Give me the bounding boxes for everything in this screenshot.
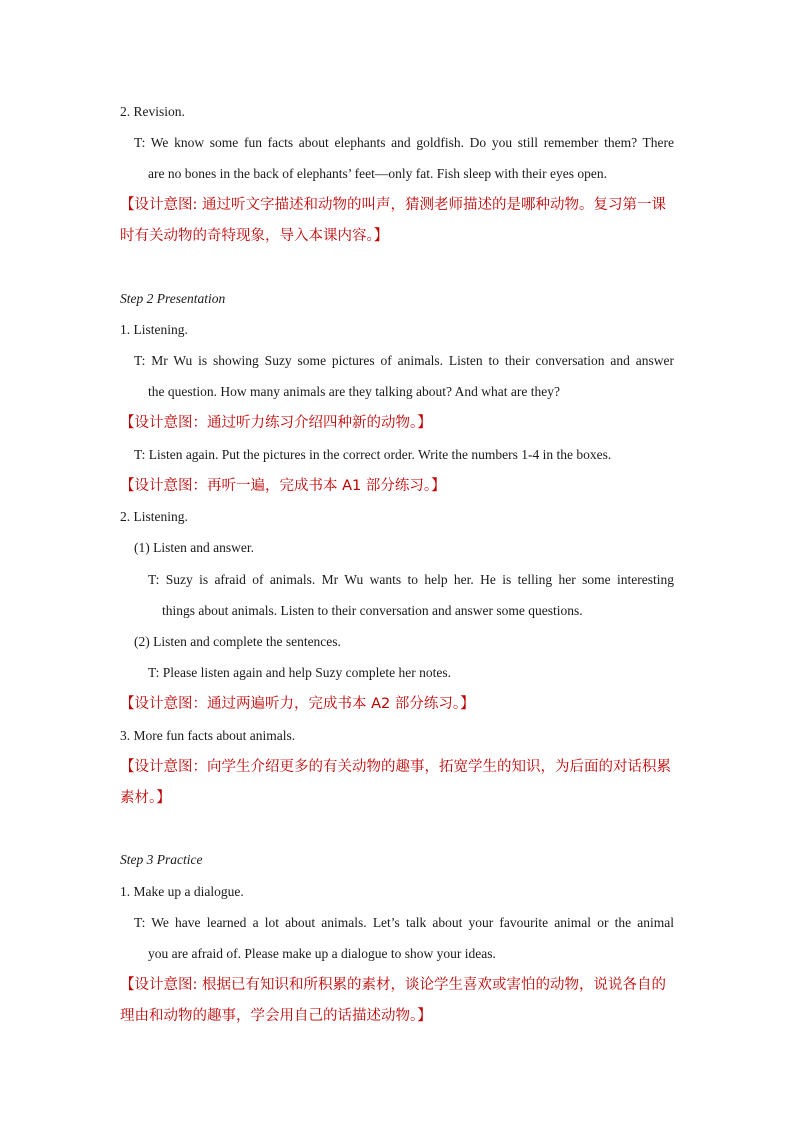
listening-2-sub-2: (2) Listen and complete the sentences. — [134, 634, 341, 649]
listening-1-teacher-line-2: the question. How many animals are they talking about? And what are they? — [148, 384, 561, 399]
listening-1-heading: 1. Listening. — [120, 322, 188, 337]
listening-1-teacher-line-3: T: Listen again. Put the pictures in the correct order. Write the numbers 1-4 in the boxes. — [134, 447, 612, 462]
listening-2-design-note: 【设计意图：通过两遍听力，完成书本 A2 部分练习。】 — [120, 696, 475, 712]
listening-1-teacher-line-1: T: Mr Wu is showing Suzy some pictures of animals. Listen to their conversation and answer — [134, 353, 674, 368]
listening-2-sub-2-line-1: T: Please listen again and help Suzy complete her notes. — [148, 665, 451, 680]
revision-teacher-line-2: are no bones in the back of elephants’ feet—only fat. Fish sleep with their eyes open. — [148, 166, 607, 181]
revision-design-note: 【设计意图: 通过听文字描述和动物的叫声，猜测老师描述的是哪种动物。复习第一课时有关动物的奇特现象，导入本课内容。】 — [120, 197, 666, 244]
dialogue-teacher-line-2: you are afraid of. Please make up a dialogue to show your ideas. — [148, 946, 496, 961]
revision-heading: 2. Revision. — [120, 104, 185, 119]
listening-2-sub-1-line-1: T: Suzy is afraid of animals. Mr Wu wants to help her. He is telling her some interesting — [148, 572, 674, 587]
listening-1-design-note-2: 【设计意图：再听一遍，完成书本 A1 部分练习。】 — [120, 478, 446, 494]
dialogue-design-note: 【设计意图: 根据已有知识和所积累的素材，谈论学生喜欢或害怕的动物，说说各自的理由和动物的趣事，学会用自己的话描述动物。】 — [120, 977, 666, 1024]
listening-1-design-note-1: 【设计意图：通过听力练习介绍四种新的动物。】 — [120, 415, 432, 431]
listening-2-sub-1-line-2: things about animals. Listen to their conversation and answer some questions. — [162, 603, 583, 618]
revision-teacher-line-1: T: We know some fun facts about elephants and goldfish. Do you still remember them? There — [134, 135, 674, 150]
dialogue-teacher-line-1: T: We have learned a lot about animals. Let’s talk about your favourite animal or the animal — [134, 915, 674, 930]
more-facts-design-note: 【设计意图：向学生介绍更多的有关动物的趣事，拓宽学生的知识，为后面的对话积累素材。】 — [120, 759, 671, 806]
listening-2-sub-1: (1) Listen and answer. — [134, 540, 254, 555]
listening-2-heading: 2. Listening. — [120, 509, 188, 524]
more-facts-heading: 3. More fun facts about animals. — [120, 728, 296, 743]
dialogue-heading: 1. Make up a dialogue. — [120, 884, 244, 899]
step-2-title: Step 2 Presentation — [120, 291, 226, 306]
step-3-title: Step 3 Practice — [120, 852, 203, 867]
